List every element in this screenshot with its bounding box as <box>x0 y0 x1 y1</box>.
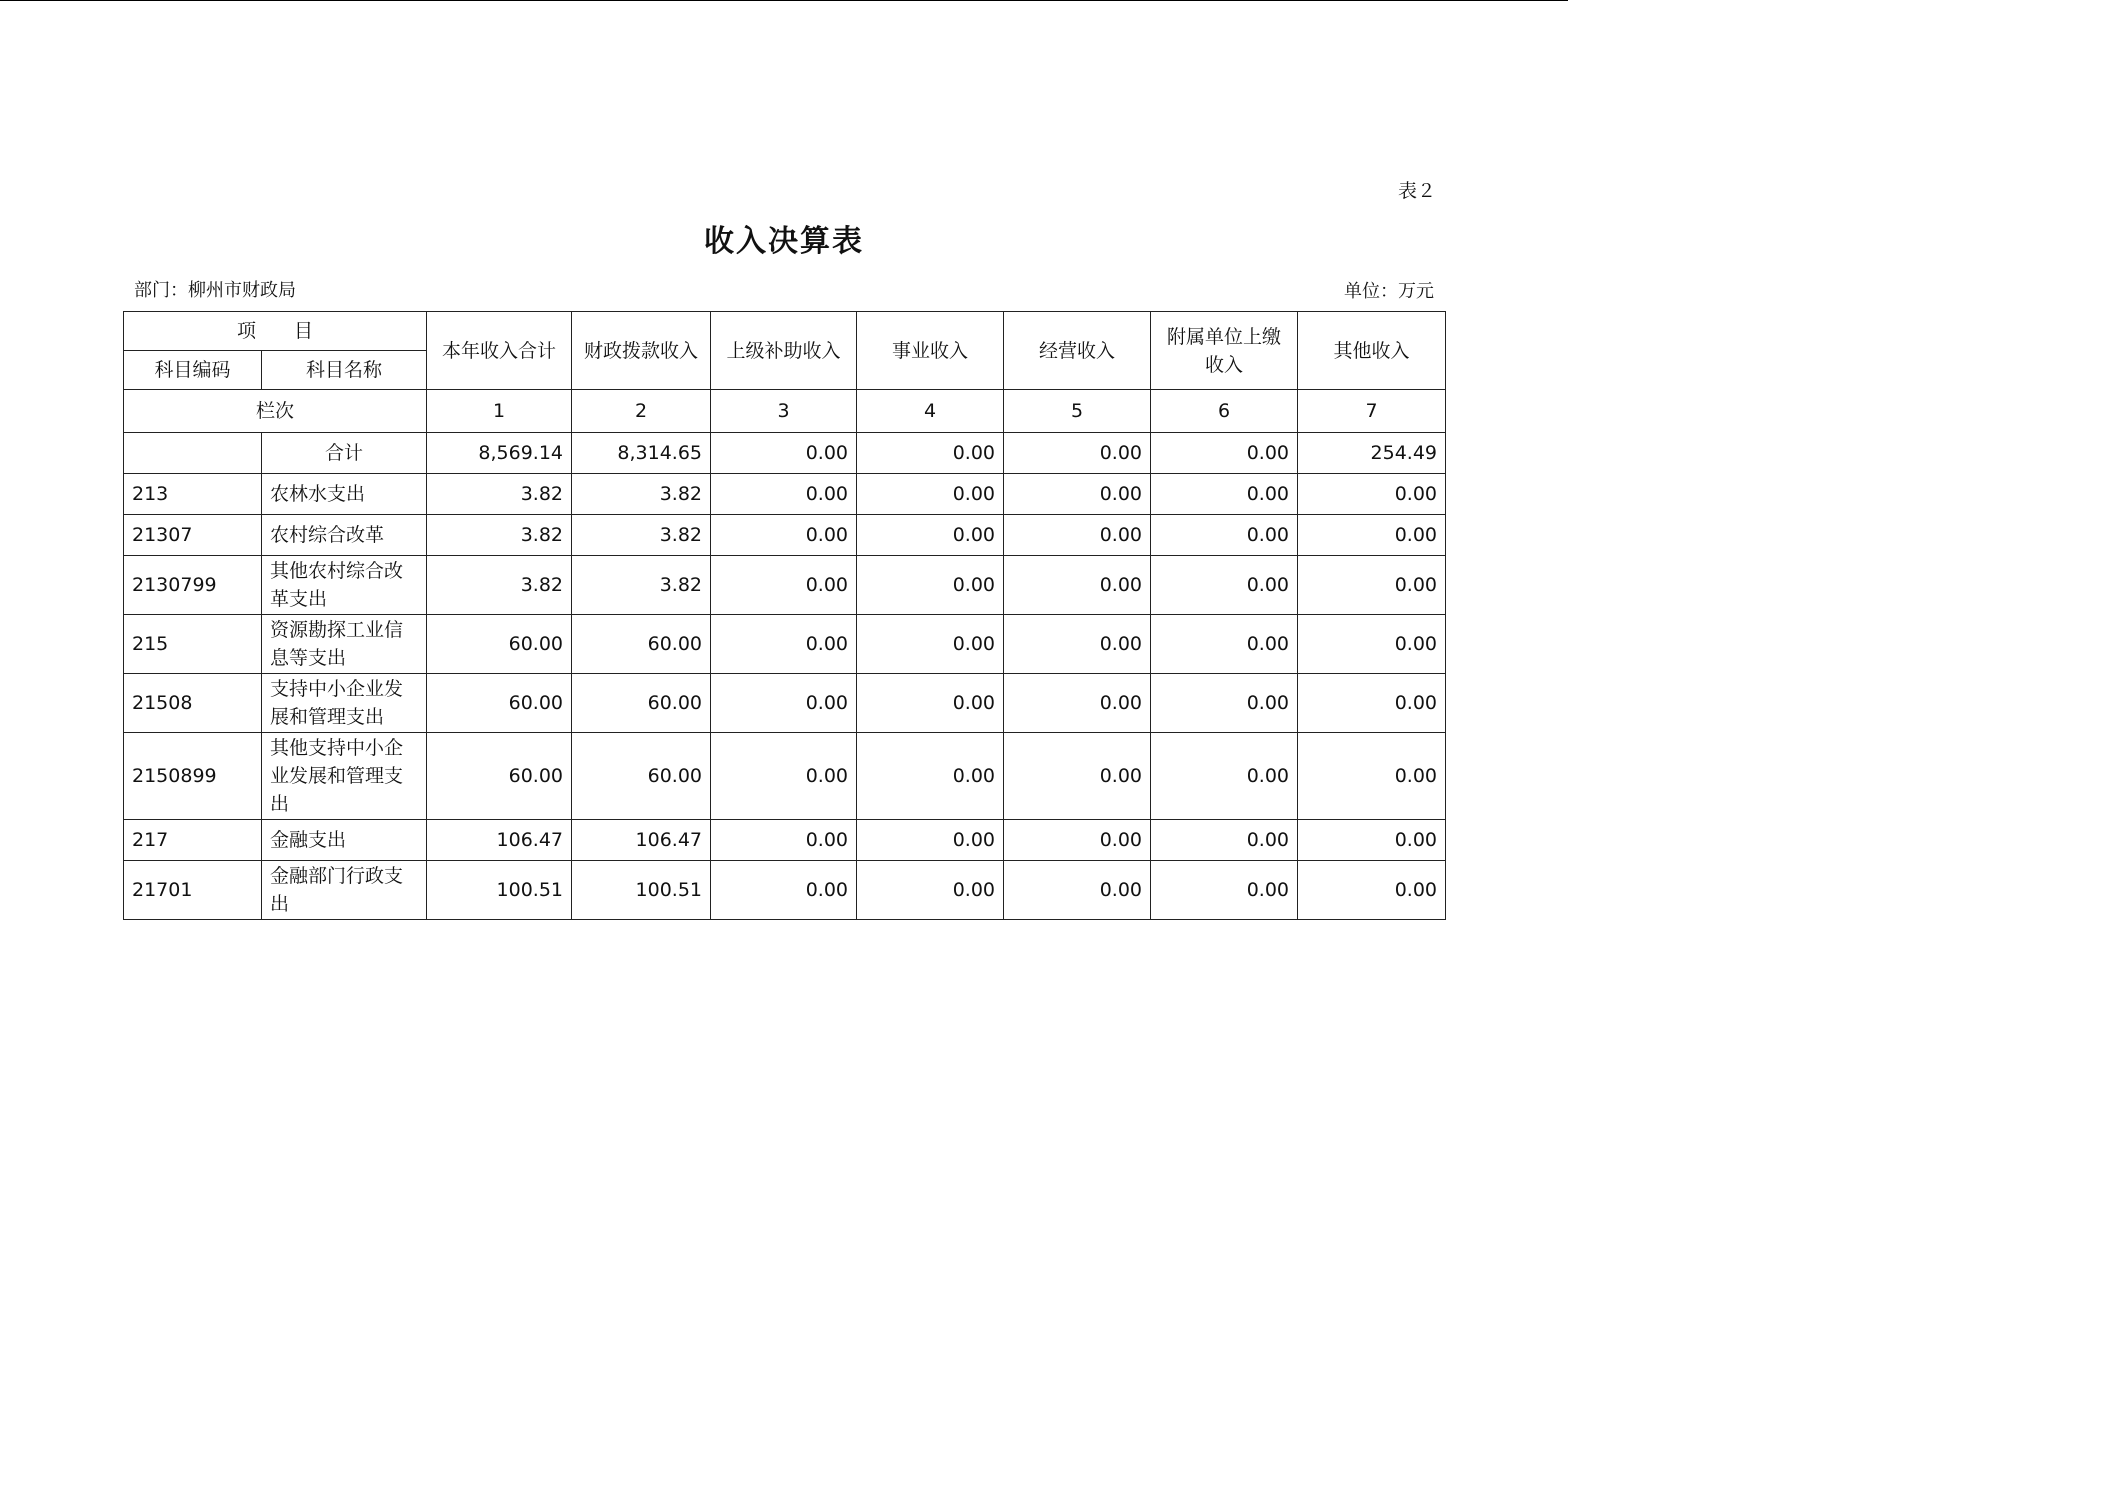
row-value: 0.00 <box>711 861 857 920</box>
col-header-operating: 经营收入 <box>1004 312 1151 390</box>
row-name: 资源勘探工业信息等支出 <box>262 615 427 674</box>
row-value: 3.82 <box>572 474 711 515</box>
col-header-business: 事业收入 <box>857 312 1004 390</box>
index-row <box>124 390 1446 433</box>
row-value: 0.00 <box>1151 820 1298 861</box>
row-code: 215 <box>124 615 262 674</box>
col-header-other: 其他收入 <box>1298 312 1446 390</box>
row-value: 0.00 <box>711 515 857 556</box>
row-value: 0.00 <box>1151 733 1298 820</box>
table-row <box>124 556 1446 615</box>
table-row-total <box>124 433 1446 474</box>
table-row <box>124 615 1446 674</box>
row-value: 0.00 <box>1151 474 1298 515</box>
row-value: 0.00 <box>1151 556 1298 615</box>
row-code: 21307 <box>124 515 262 556</box>
row-value: 3.82 <box>427 474 572 515</box>
row-value: 3.82 <box>572 515 711 556</box>
row-code: 213 <box>124 474 262 515</box>
row-value: 0.00 <box>1004 861 1151 920</box>
unit-label: 单位：万元 <box>1344 281 1434 302</box>
table-number: 表２ <box>1397 180 1436 202</box>
col-header-superior: 上级补助收入 <box>711 312 857 390</box>
row-value: 0.00 <box>1298 861 1446 920</box>
table-row <box>124 820 1446 861</box>
row-value: 0.00 <box>857 556 1004 615</box>
index-number: 4 <box>857 390 1004 433</box>
row-value: 0.00 <box>1298 556 1446 615</box>
row-value: 60.00 <box>572 733 711 820</box>
row-value: 0.00 <box>857 474 1004 515</box>
row-name: 农村综合改革 <box>262 515 427 556</box>
row-value: 0.00 <box>1151 861 1298 920</box>
row-value: 0.00 <box>857 733 1004 820</box>
table-row <box>124 474 1446 515</box>
row-value: 0.00 <box>711 615 857 674</box>
row-value: 0.00 <box>857 861 1004 920</box>
department-label: 部门：柳州市财政局 <box>134 280 296 301</box>
row-value: 0.00 <box>857 674 1004 733</box>
row-name: 农林水支出 <box>262 474 427 515</box>
row-value: 0.00 <box>1004 733 1151 820</box>
index-number: 1 <box>427 390 572 433</box>
row-value: 0.00 <box>1004 474 1151 515</box>
row-name: 金融支出 <box>262 820 427 861</box>
row-value: 0.00 <box>1151 615 1298 674</box>
row-name: 合计 <box>262 433 427 474</box>
row-value: 0.00 <box>1004 433 1151 474</box>
row-code: 2130799 <box>124 556 262 615</box>
row-value: 100.51 <box>572 861 711 920</box>
row-name: 支持中小企业发展和管理支出 <box>262 674 427 733</box>
row-value: 60.00 <box>427 615 572 674</box>
row-name: 其他支持中小企业发展和管理支出 <box>262 733 427 820</box>
row-value: 0.00 <box>1004 556 1151 615</box>
row-value: 0.00 <box>857 433 1004 474</box>
row-value: 0.00 <box>1298 615 1446 674</box>
row-value: 0.00 <box>711 674 857 733</box>
row-code: 21508 <box>124 674 262 733</box>
index-number: 2 <box>572 390 711 433</box>
row-value: 0.00 <box>1298 674 1446 733</box>
header-row-1 <box>124 312 1446 351</box>
table-row <box>124 674 1446 733</box>
row-value: 60.00 <box>427 674 572 733</box>
row-value: 0.00 <box>1151 674 1298 733</box>
row-name: 其他农村综合改革支出 <box>262 556 427 615</box>
row-value: 60.00 <box>572 615 711 674</box>
row-value: 0.00 <box>857 515 1004 556</box>
name-header: 科目名称 <box>262 351 427 390</box>
row-value: 60.00 <box>572 674 711 733</box>
row-value: 0.00 <box>857 820 1004 861</box>
row-value: 0.00 <box>1298 515 1446 556</box>
row-value: 0.00 <box>857 615 1004 674</box>
table-row <box>124 515 1446 556</box>
row-value: 0.00 <box>1151 433 1298 474</box>
index-number: 5 <box>1004 390 1151 433</box>
table-row <box>124 733 1446 820</box>
row-value: 106.47 <box>572 820 711 861</box>
row-value: 3.82 <box>427 515 572 556</box>
col-header-affiliated: 附属单位上缴收入 <box>1151 312 1298 390</box>
row-code: 21701 <box>124 861 262 920</box>
row-value: 0.00 <box>1151 515 1298 556</box>
row-value: 0.00 <box>1298 820 1446 861</box>
row-value: 254.49 <box>1298 433 1446 474</box>
row-value: 0.00 <box>1004 515 1151 556</box>
row-value: 100.51 <box>427 861 572 920</box>
row-value: 0.00 <box>711 733 857 820</box>
col-header-total: 本年收入合计 <box>427 312 572 390</box>
row-value: 3.82 <box>572 556 711 615</box>
row-value: 8,569.14 <box>427 433 572 474</box>
index-number: 6 <box>1151 390 1298 433</box>
index-number: 7 <box>1298 390 1446 433</box>
row-value: 0.00 <box>711 474 857 515</box>
row-value: 3.82 <box>427 556 572 615</box>
row-code: 217 <box>124 820 262 861</box>
row-value: 0.00 <box>711 556 857 615</box>
row-value: 0.00 <box>1298 733 1446 820</box>
row-name: 金融部门行政支出 <box>262 861 427 920</box>
row-value: 60.00 <box>427 733 572 820</box>
page-title: 收入决算表 <box>704 224 864 259</box>
top-border-line <box>0 0 1568 1</box>
index-label: 栏次 <box>124 390 427 433</box>
row-code <box>124 433 262 474</box>
table-row <box>124 861 1446 920</box>
row-value: 8,314.65 <box>572 433 711 474</box>
row-value: 0.00 <box>711 433 857 474</box>
income-table <box>123 311 1446 920</box>
col-header-fiscal: 财政拨款收入 <box>572 312 711 390</box>
code-header: 科目编码 <box>124 351 262 390</box>
row-value: 0.00 <box>1004 674 1151 733</box>
row-value: 106.47 <box>427 820 572 861</box>
row-value: 0.00 <box>1298 474 1446 515</box>
row-value: 0.00 <box>1004 820 1151 861</box>
row-value: 0.00 <box>1004 615 1151 674</box>
project-header: 项 目 <box>124 312 427 351</box>
row-value: 0.00 <box>711 820 857 861</box>
index-number: 3 <box>711 390 857 433</box>
row-code: 2150899 <box>124 733 262 820</box>
